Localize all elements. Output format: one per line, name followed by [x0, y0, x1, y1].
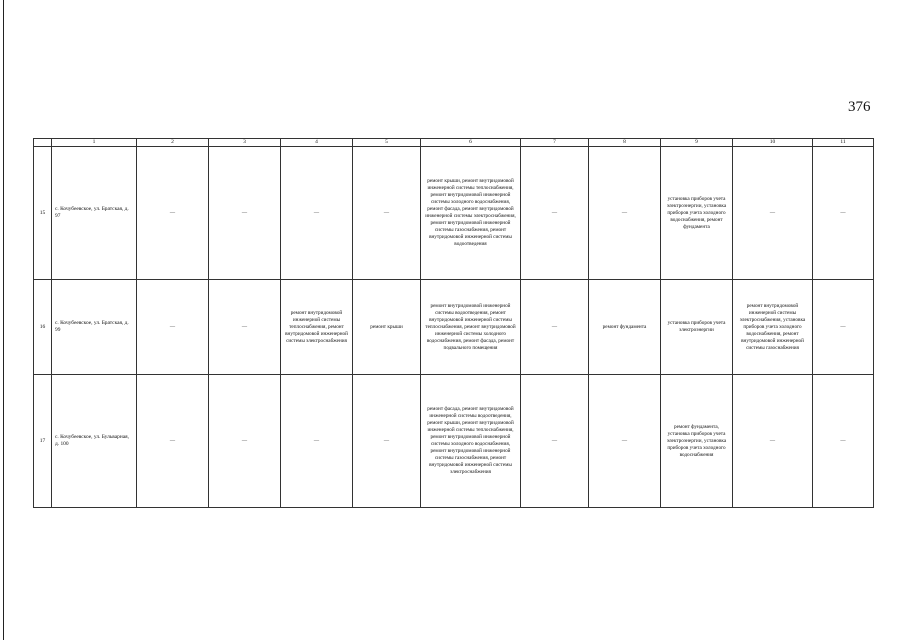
- table-cell: ремонт фасада, ремонт внутридомовой инженерной системы водоотведения, ремонт крыши, ремонт внутридомовой инженерной системы теплоснабжения, ремонт внутридомовой инженерной системы холодного водоснабжения, ремонт внутридомовой инженерной системы газоснабжения, ремонт внутридомовой инженерной системы электроснабжения: [421, 375, 521, 508]
- table-cell: —: [281, 147, 353, 280]
- table-cell: ремонт крыши, ремонт внутридомовой инженерной системы теплоснабжения, ремонт внутридомовой инженерной системы холодного водоснабжения, ремонт фасада, ремонт внутридомовой инженерной системы электроснабжения, ремонт внутридомовой инженерной системы газоснабжения, ремонт внутридомовой инженерной системы водоотведения: [421, 147, 521, 280]
- column-header: 1: [52, 139, 137, 147]
- table-cell: —: [589, 375, 661, 508]
- table-cell: ремонт фундамента: [589, 280, 661, 375]
- table-cell: —: [209, 280, 281, 375]
- table-cell: —: [733, 375, 813, 508]
- column-header: 6: [421, 139, 521, 147]
- table-cell: —: [137, 375, 209, 508]
- column-header: [34, 139, 52, 147]
- table-cell: —: [209, 147, 281, 280]
- column-header: 4: [281, 139, 353, 147]
- column-header: 9: [661, 139, 733, 147]
- table-cell: ремонт внутридомовой инженерной системы теплоснабжения, ремонт внутридомовой инженерной системы электроснабжения: [281, 280, 353, 375]
- row-number: 16: [34, 280, 52, 375]
- table-cell: —: [353, 147, 421, 280]
- column-header: 10: [733, 139, 813, 147]
- address-cell: с. Кочубеевское, ул. Бульварная, д. 100: [52, 375, 137, 508]
- table-cell: —: [521, 280, 589, 375]
- row-number: 15: [34, 147, 52, 280]
- column-header: 5: [353, 139, 421, 147]
- table-cell: установка приборов учета электроэнергии, установка приборов учета холодного водоснабжения, ремонт фундамента: [661, 147, 733, 280]
- table-cell: —: [281, 375, 353, 508]
- table-cell: —: [813, 375, 874, 508]
- table-row: [34, 280, 874, 375]
- table-cell: —: [353, 375, 421, 508]
- table-cell: —: [137, 280, 209, 375]
- table-cell: —: [813, 147, 874, 280]
- table-row: [34, 375, 874, 508]
- table-cell: —: [733, 147, 813, 280]
- table-cell: —: [589, 147, 661, 280]
- table-cell: —: [521, 375, 589, 508]
- column-header: 11: [813, 139, 874, 147]
- table-cell: ремонт внутридомовой инженерной системы электроснабжения, установка приборов учета холодного водоснабжения, ремонт внутридомовой инженерной системы газоснабжения: [733, 280, 813, 375]
- table-cell: ремонт внутридомовой инженерной системы водоотведения, ремонт внутридомовой инженерной системы теплоснабжения, ремонт внутридомовой инженерной системы холодного водоснабжения, ремонт фасада, ремонт подвального помещения: [421, 280, 521, 375]
- column-header: 7: [521, 139, 589, 147]
- column-header: 2: [137, 139, 209, 147]
- table-cell: ремонт фундамента, установка приборов учета электроэнергии, установка приборов учета холодного водоснабжения: [661, 375, 733, 508]
- table-row: [34, 147, 874, 280]
- table-cell: —: [137, 147, 209, 280]
- table-header-row: [34, 139, 874, 147]
- table-cell: —: [521, 147, 589, 280]
- table-cell: —: [209, 375, 281, 508]
- page-left-border: [3, 0, 4, 640]
- table-cell: ремонт крыши: [353, 280, 421, 375]
- table-cell: —: [813, 280, 874, 375]
- column-header: 3: [209, 139, 281, 147]
- column-header: 8: [589, 139, 661, 147]
- table-cell: установка приборов учета электроэнергии: [661, 280, 733, 375]
- address-cell: с. Кочубеевское, ул. Братская, д. 97: [52, 147, 137, 280]
- page-number: 376: [848, 99, 871, 115]
- repair-schedule-table: [33, 138, 874, 508]
- address-cell: с. Кочубеевское, ул. Братская, д. 99: [52, 280, 137, 375]
- row-number: 17: [34, 375, 52, 508]
